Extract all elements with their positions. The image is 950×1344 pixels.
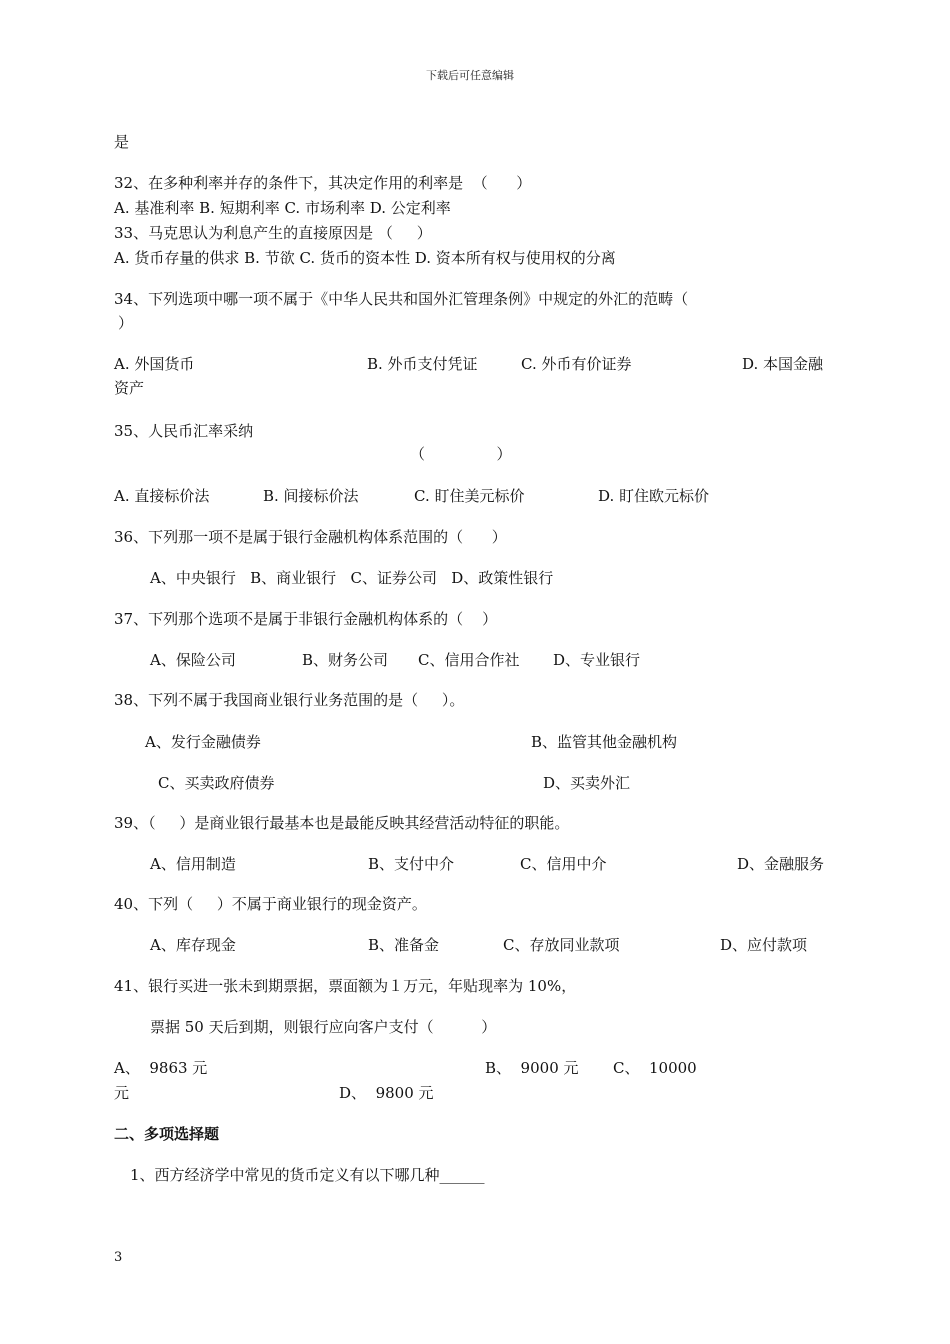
question-35-option-d: D. 盯住欧元标价 <box>598 487 710 505</box>
question-38-option-b: B、监管其他金融机构 <box>531 733 678 751</box>
question-40-option-c: C、存放同业款项 <box>503 936 620 954</box>
question-32-options: A. 基准利率 B. 短期利率 C. 市场利率 D. 公定利率 <box>114 199 451 217</box>
question-33-options: A. 货币存量的供求 B. 节欲 C. 货币的资本性 D. 资本所有权与使用权的分离 <box>114 249 616 267</box>
question-39-option-b: B、支付中介 <box>368 855 455 873</box>
question-41: 41、银行买进一张未到期票据，票面额为１万元，年贴现率为 10%， <box>114 977 577 995</box>
question-40: 40、下列（ ）不属于商业银行的现金资产。 <box>114 895 427 913</box>
question-37: 37、下列那个选项不是属于非银行金融机构体系的（ ） <box>114 610 498 628</box>
question-39-option-c: C、信用中介 <box>520 855 607 873</box>
question-39: 39、（ ）是商业银行最基本也是最能反映其经营活动特征的职能。 <box>114 814 570 832</box>
question-34-option-a: A. 外国货币 <box>114 355 195 373</box>
question-41-option-c-cont: 元 <box>114 1084 130 1102</box>
section-heading: 二、多项选择题 <box>114 1125 220 1143</box>
question-32: 32、在多种利率并存的条件下，其决定作用的利率是 （ ） <box>114 174 532 192</box>
question-38: 38、下列不属于我国商业银行业务范围的是（ ）。 <box>114 691 465 709</box>
question-35-option-c: C. 盯住美元标价 <box>414 487 525 505</box>
question-41-option-d: D、 9800 元 <box>339 1084 434 1102</box>
text-line: 是 <box>114 133 130 151</box>
page-number: 3 <box>114 1250 123 1265</box>
question-35-option-a: A. 直接标价法 <box>114 487 210 505</box>
page-header: 下载后可任意编辑 <box>426 69 514 82</box>
question-35: 35、人民币汇率采纳 <box>114 422 254 440</box>
question-34-option-d-cont: 资产 <box>114 379 145 397</box>
question-34: 34、下列选项中哪一项不属于《中华人民共和国外汇管理条例》中规定的外汇的范畴（ <box>114 290 689 308</box>
question-41-option-a: A、 9863 元 <box>114 1059 208 1077</box>
question-34-option-c: C. 外币有价证券 <box>521 355 632 373</box>
question-41-option-b: B、 9000 元 <box>485 1059 579 1077</box>
question-41-option-c: C、 10000 <box>613 1059 697 1077</box>
question-40-option-a: A、库存现金 <box>150 936 236 954</box>
question-35-paren: （ ） <box>410 445 512 463</box>
question-40-option-b: B、准备金 <box>368 936 440 954</box>
question-39-option-d: D、金融服务 <box>737 855 825 873</box>
question-41-cont: 票据 50 天后到期，则银行应向客户支付（ ） <box>150 1018 497 1036</box>
question-36-options: A、中央银行 B、商业银行 C、证券公司 D、政策性银行 <box>150 569 554 587</box>
multi-question-1: 1、西方经济学中常见的货币定义有以下哪几种______ <box>130 1166 485 1184</box>
question-34-option-d: D. 本国金融 <box>742 355 824 373</box>
question-35-option-b: B. 间接标价法 <box>263 487 359 505</box>
question-36: 36、下列那一项不是属于银行金融机构体系范围的（ ） <box>114 528 507 546</box>
question-40-option-d: D、应付款项 <box>720 936 808 954</box>
question-38-option-c: C、买卖政府债券 <box>158 774 275 792</box>
question-37-option-a: A、保险公司 <box>150 651 236 669</box>
question-37-option-c: C、信用合作社 <box>418 651 520 669</box>
question-33: 33、马克思认为利息产生的直接原因是 （ ） <box>114 224 432 242</box>
question-38-option-a: A、发行金融债券 <box>145 733 261 751</box>
question-34-paren: ） <box>118 314 134 332</box>
question-38-option-d: D、买卖外汇 <box>543 774 631 792</box>
question-34-option-b: B. 外币支付凭证 <box>367 355 478 373</box>
question-39-option-a: A、信用制造 <box>150 855 236 873</box>
question-37-option-d: D、专业银行 <box>553 651 641 669</box>
question-37-option-b: B、财务公司 <box>302 651 389 669</box>
